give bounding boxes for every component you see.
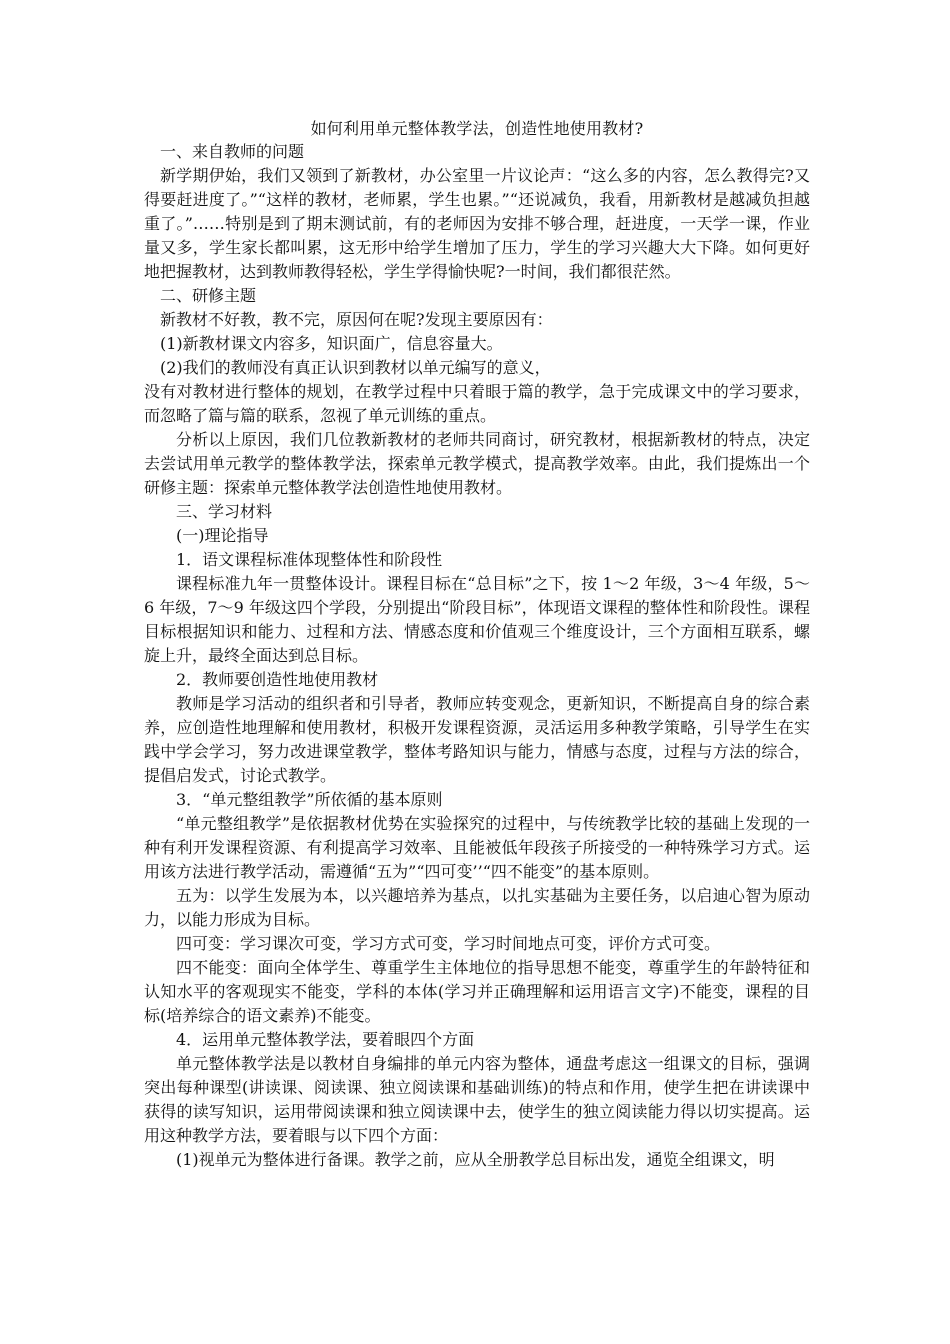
document-title: 如何利用单元整体教学法，创造性地使用教材? bbox=[310, 119, 644, 138]
paragraph-analysis: 分析以上原因，我们几位教新教材的老师共同商讨，研究教材，根据新教材的特点，决定去尝试用单元教学的整体教学法，探索单元教学模式，提高教学效率。由此，我们提炼出一个研修主题：探索单元整体教学法创造性地使用教材。 bbox=[144, 430, 810, 497]
paragraph-four-variables: 四可变：学习课次可变，学习方式可变，学习时间地点可变，评价方式可变。 bbox=[176, 934, 721, 953]
paragraph-five-principles: 五为：以学生发展为本，以兴趣培养为基点，以扎实基础为主要任务，以启迪心智为原动力，以能力形成为目标。 bbox=[144, 886, 810, 929]
paragraph-teacher-role: 教师是学习活动的组织者和引导者，教师应转变观念，更新知识，不断提高自身的综合素养，应创造性地理解和使用教材，积极开发课程资源，灵活运用多种教学策略，引导学生在实践中学会学习，努力改进课堂教学，整体考路知识与能力，情感与态度，过程与方法的综合，提倡启发式，讨论式教学。 bbox=[144, 694, 810, 785]
list-item-reason-1: (1)新教材课文内容多，知识面广，信息容量大。 bbox=[160, 334, 503, 353]
subheading-theory: (一)理论指导 bbox=[176, 526, 269, 545]
paragraph-curriculum-standard: 课程标准九年一贯整体设计。课程目标在“总目标”之下，按 1～2 年级，3～4 年级，5～6 年级，7～9 年级这四个学段，分别提出“阶段目标”，体现语文课程的整体性和阶段性。课程目标根据知识和能力、过程和方法、情感态度和价值观三个维度设计，三个方面相互联系，螺旋上升，最终全面达到总目标。 bbox=[144, 574, 810, 665]
paragraph-unit-method: 单元整体教学法是以教材自身编排的单元内容为整体，通盘考虑这一组课文的目标，强调突出每种课型(讲读课、阅读课、独立阅读课和基础训练)的特点和作用，使学生把在讲读课中获得的读写知识，运用带阅读课和独立阅读课中去，使学生的独立阅读能力得以切实提高。运用这种教学方法，要着眼与以下四个方面： bbox=[144, 1054, 810, 1145]
paragraph-four-constants: 四不能变：面向全体学生、尊重学生主体地位的指导思想不能变，尊重学生的年龄特征和认知水平的客观现实不能变，学科的本体(学习并正确理解和运用语言文字)不能变，课程的目标(培养综合的语文素养)不能变。 bbox=[144, 958, 810, 1025]
heading-section-2: 二、研修主题 bbox=[160, 286, 257, 305]
paragraph-unit-teaching: “单元整组教学”是依据教材优势在实验探究的过程中，与传统教学比较的基础上发现的一种有利开发课程资源、有利提高学习效率、且能被低年段孩子所接受的一种特殊学习方式。运用该方法进行教学活动，需遵循“五为”“四可变’’“四不能变”的基本原则。 bbox=[144, 814, 810, 881]
paragraph-problem: 新学期伊始，我们又领到了新教材，办公室里一片议论声：“这么多的内容，怎么教得完?又得要赶进度了。”“这样的教材，老师累，学生也累。”“还说减负，我看，用新教材是越减负担越重了。”……特别是到了期末测试前，有的老师因为安排不够合理，赶进度，一天学一课，作业量又多，学生家长都叫累，这无形中给学生增加了压力，学生的学习兴趣大大下降。如何更好地把握教材，达到教师教得轻松，学生学得愉快呢?一时间，我们都很茫然。 bbox=[144, 166, 810, 281]
paragraph-reasons-intro: 新教材不好教，教不完，原因何在呢?发现主要原因有： bbox=[160, 310, 553, 329]
subheading-3: 3．“单元整组教学”所依循的基本原则 bbox=[176, 790, 443, 809]
subheading-1: 1．语文课程标准体现整体性和阶段性 bbox=[176, 550, 443, 569]
document-page bbox=[144, 118, 810, 1172]
list-item-reason-2: (2)我们的教师没有真正认识到教材以单元编写的意义， bbox=[160, 358, 551, 377]
heading-section-3: 三、学习材料 bbox=[176, 502, 273, 521]
heading-section-1: 一、来自教师的问题 bbox=[160, 142, 305, 161]
subheading-2: 2．教师要创造性地使用教材 bbox=[176, 670, 379, 689]
paragraph-reason-2-continued: 没有对教材进行整体的规划，在教学过程中只着眼于篇的教学，急于完成课文中的学习要求，而忽略了篇与篇的联系，忽视了单元训练的重点。 bbox=[144, 382, 810, 425]
subheading-4: 4．运用单元整体教学法，要着眼四个方面 bbox=[176, 1030, 475, 1049]
paragraph-lesson-prep: (1)视单元为整体进行备课。教学之前，应从全册教学总目标出发，通览全组课文，明 bbox=[176, 1150, 775, 1169]
